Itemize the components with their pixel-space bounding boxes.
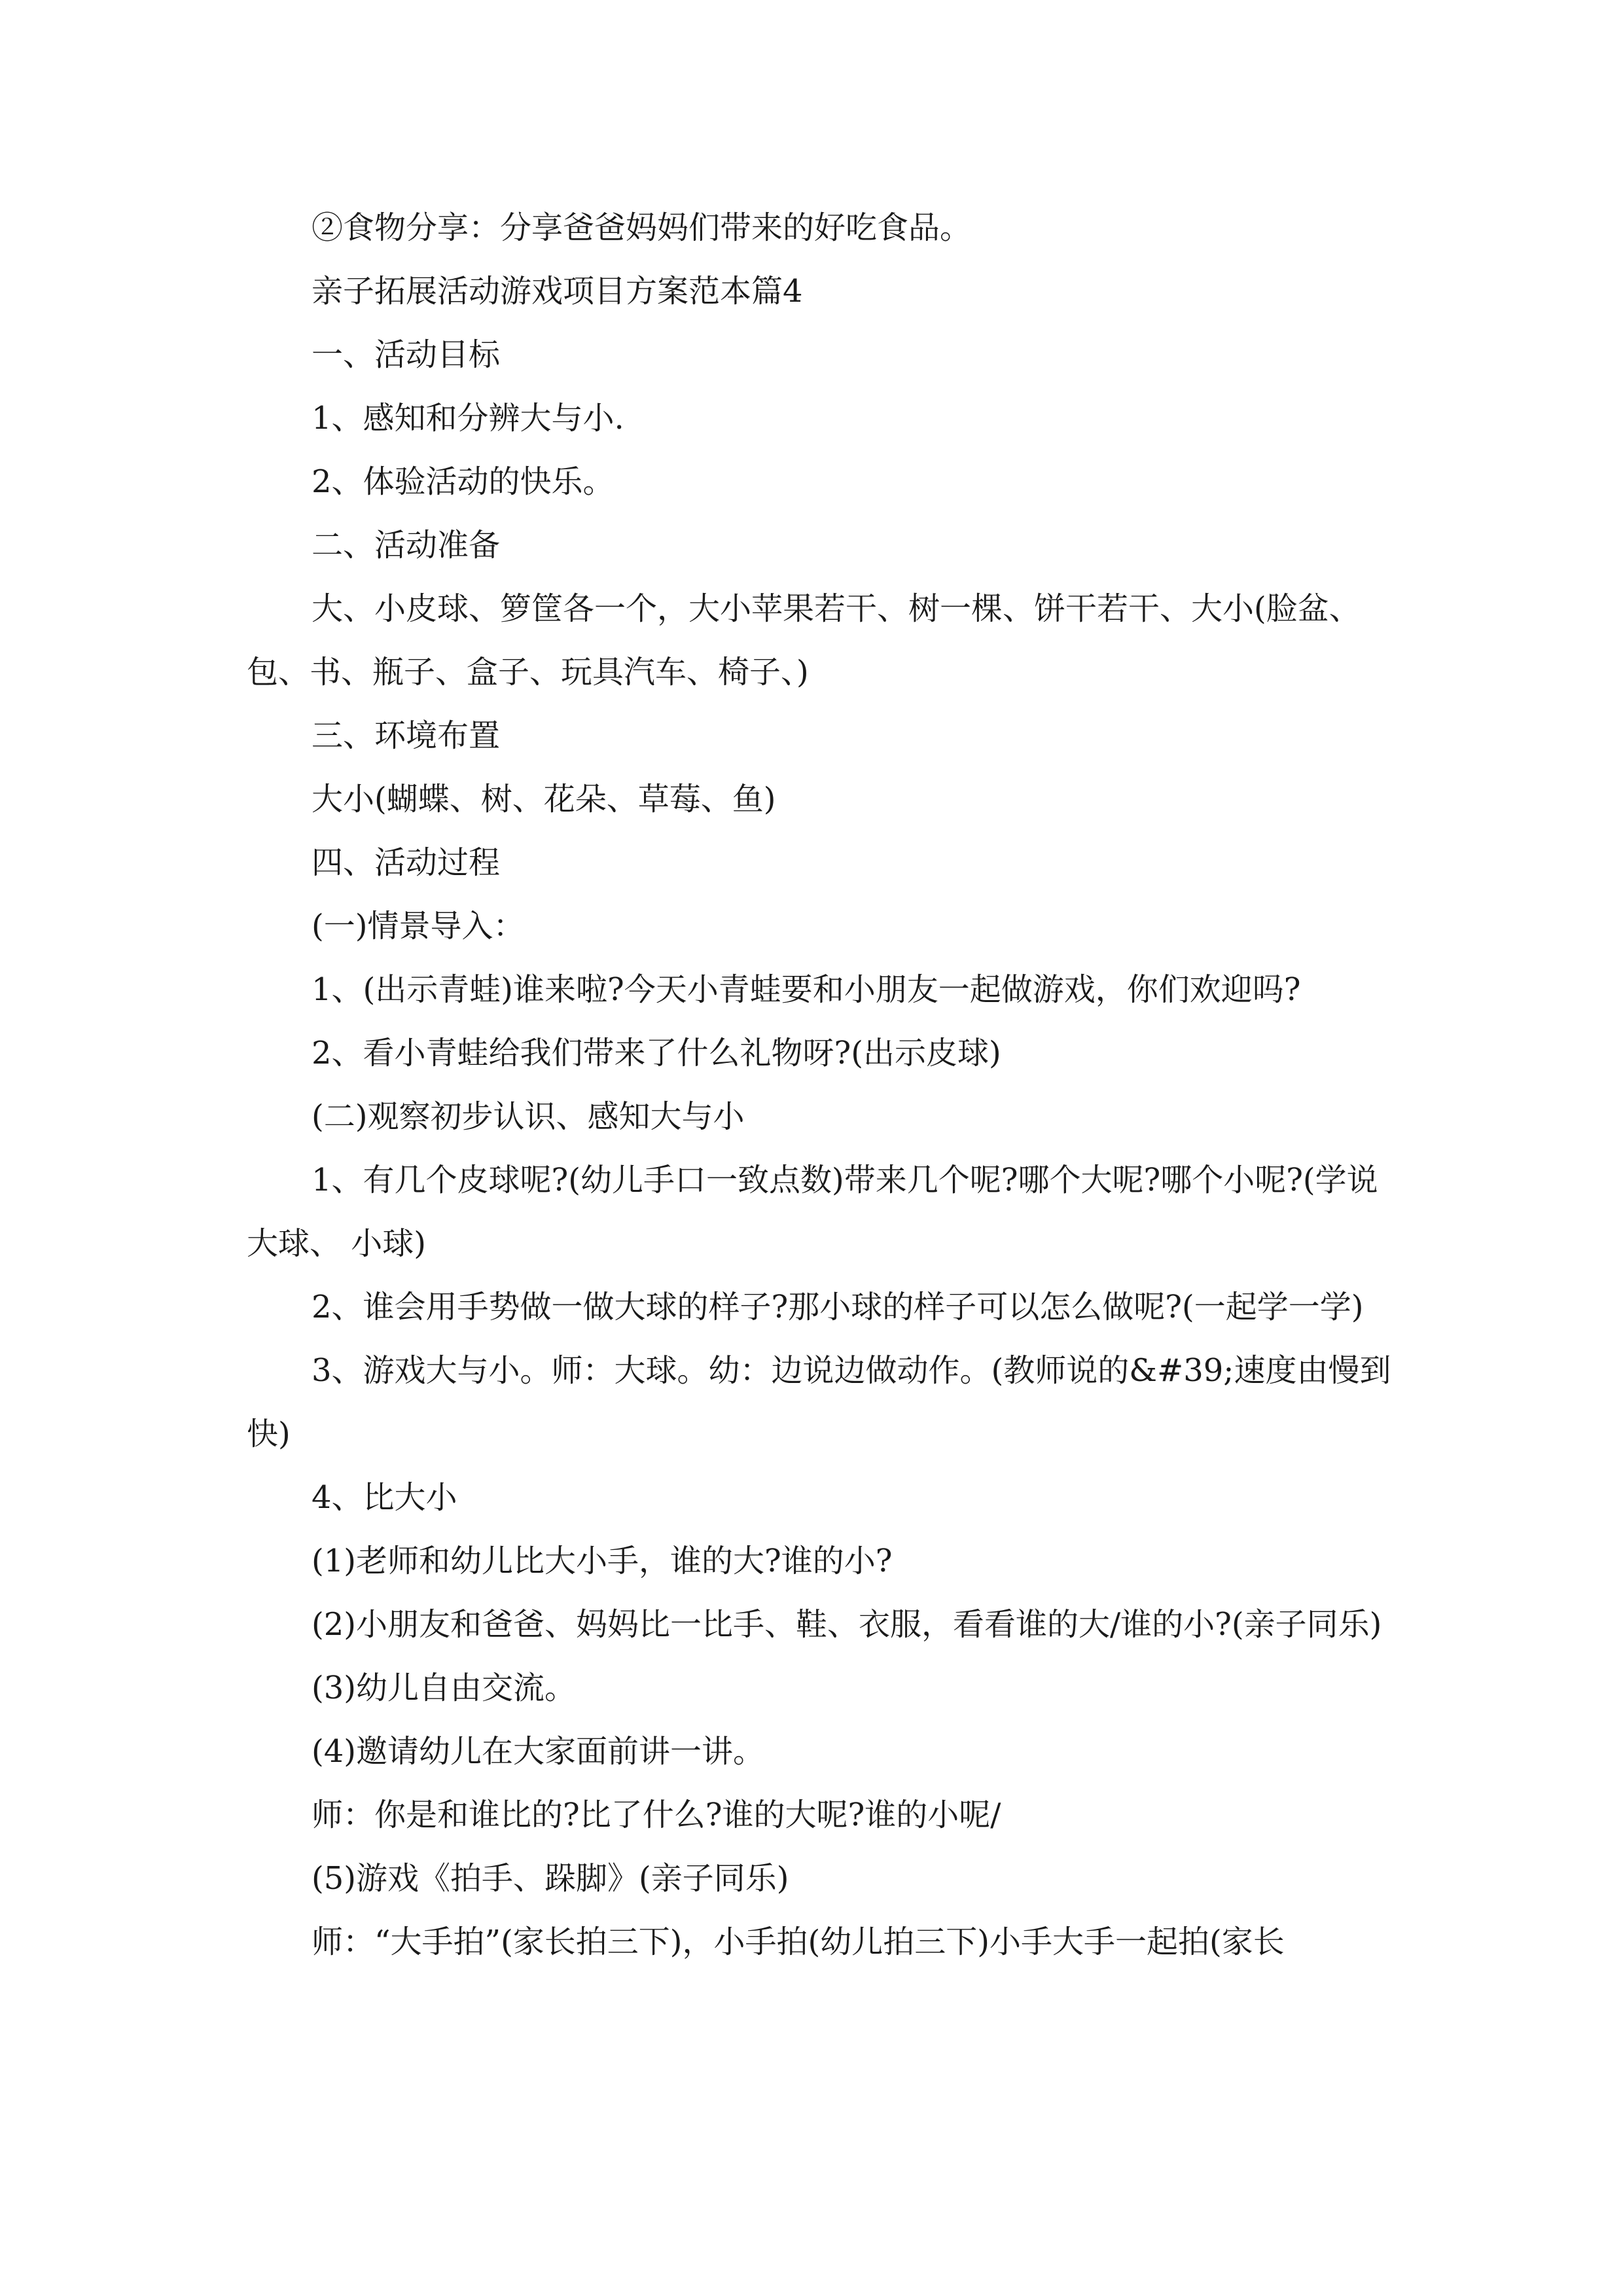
subheading-observation: (二)观察初步认识、感知大与小 — [312, 1098, 745, 1135]
goal-item-2: 2、体验活动的快乐。 — [312, 463, 615, 500]
subheading-scene-intro: (一)情景导入： — [312, 908, 525, 944]
compare-item-2: (2)小朋友和爸爸、妈妈比一比手、鞋、衣服，看看谁的大/谁的小?(亲子同乐) — [312, 1606, 1382, 1643]
heading-activity-goals: 一、活动目标 — [312, 336, 501, 373]
compare-item-4: (4)邀请幼儿在大家面前讲一讲。 — [312, 1733, 764, 1770]
compare-item-5: (5)游戏《拍手、跺脚》(亲子同乐) — [312, 1860, 789, 1897]
compare-item-1: (1)老师和幼儿比大小手，谁的大?谁的小? — [312, 1543, 893, 1579]
intro-step-1: 1、(出示青蛙)谁来啦?今天小青蛙要和小朋友一起做游戏，你们欢迎吗? — [312, 971, 1301, 1008]
teacher-question: 师：你是和谁比的?比了什么?谁的大呢?谁的小呢/ — [312, 1797, 1001, 1833]
document-body — [247, 196, 1400, 1974]
heading-activity-process: 四、活动过程 — [312, 844, 501, 881]
observation-step-1: 1、有几个皮球呢?(幼儿手口一致点数)带来几个呢?哪个大呢?哪个小呢?(学说大球、 小球) — [247, 1162, 1378, 1262]
heading-environment: 三、环境布置 — [312, 717, 501, 754]
compare-item-3: (3)幼儿自由交流。 — [312, 1670, 576, 1706]
observation-step-3: 3、游戏大与小。师：大球。幼：边说边做动作。(教师说的&#39;速度由慢到快) — [247, 1352, 1391, 1452]
teacher-instruction: 师：“大手拍”(家长拍三下)，小手拍(幼儿拍三下)小手大手一起拍(家长 — [312, 1924, 1285, 1960]
observation-step-2: 2、谁会用手势做一做大球的样子?那小球的样子可以怎么做呢?(一起学一学) — [312, 1289, 1364, 1325]
preparation-materials: 大、小皮球、箩筐各一个，大小苹果若干、树一棵、饼干若干、大小(脸盆、包、书、瓶子、盒子、玩具汽车、椅子、) — [247, 590, 1361, 691]
goal-item-1: 1、感知和分辨大与小. — [312, 400, 624, 437]
paragraph-food-sharing: ②食物分享：分享爸爸妈妈们带来的好吃食品。 — [312, 209, 972, 246]
section-title: 亲子拓展活动游戏项目方案范本篇4 — [312, 273, 803, 310]
environment-items: 大小(蝴蝶、树、花朵、草莓、鱼) — [312, 781, 776, 817]
observation-step-4: 4、比大小 — [312, 1479, 457, 1516]
heading-activity-preparation: 二、活动准备 — [312, 527, 501, 564]
intro-step-2: 2、看小青蛙给我们带来了什么礼物呀?(出示皮球) — [312, 1035, 1001, 1071]
